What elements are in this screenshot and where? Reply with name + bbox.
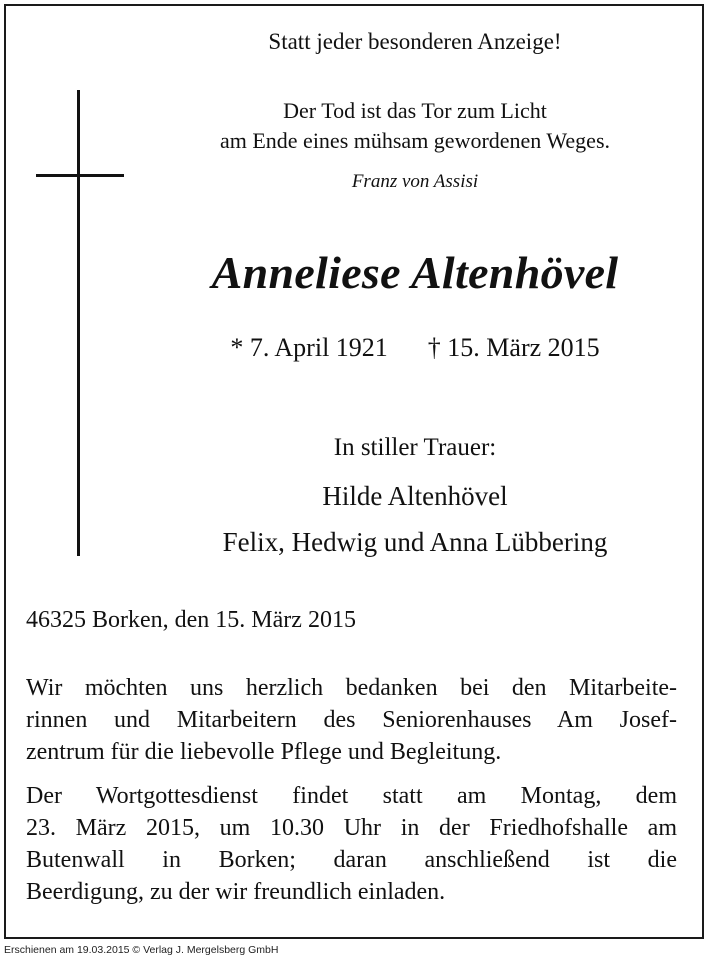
thanks-paragraph <box>26 672 677 768</box>
paragraph-line: Wir möchten uns herzlich bedanken bei den Mitarbeite- <box>26 675 677 701</box>
birth-date: * 7. April 1921 <box>230 333 388 362</box>
deceased-name: Anneliese Altenhövel <box>211 247 619 298</box>
mourner: Hilde Altenhövel <box>322 481 508 511</box>
place-date: 46325 Borken, den 15. März 2015 <box>26 607 356 633</box>
publication-footer: Erschienen am 19.03.2015 © Verlag J. Mergelsberg GmbH <box>4 944 279 956</box>
service-paragraph <box>26 780 677 908</box>
life-dates <box>120 333 708 363</box>
paragraph-line: Butenwall in Borken; daran anschließend ist die <box>26 847 677 873</box>
paragraph-line: rinnen und Mitarbeitern des Seniorenhauses Am Josef- <box>26 707 677 733</box>
mourner: Felix, Hedwig und Anna Lübbering <box>222 527 608 557</box>
quote-author: Franz von Assisi <box>351 171 479 192</box>
quote-line: am Ende eines mühsam gewordenen Weges. <box>219 128 611 153</box>
quote <box>120 96 708 156</box>
death-date: † 15. März 2015 <box>427 333 600 362</box>
mourning-title: In stiller Trauer: <box>333 434 497 461</box>
cross-icon <box>77 90 80 556</box>
paragraph-line: Beerdigung, zu der wir freundlich einladen. <box>26 879 446 905</box>
paragraph-line: Der Wortgottesdienst findet statt am Montag, dem <box>26 783 677 809</box>
paragraph-line: 23. März 2015, um 10.30 Uhr in der Friedhofshalle am <box>26 815 677 841</box>
headline: Statt jeder besonderen Anzeige! <box>268 29 562 54</box>
quote-line: Der Tod ist das Tor zum Licht <box>283 98 547 123</box>
cross-icon-crossbar <box>36 174 124 177</box>
paragraph-line: zentrum für die liebevolle Pflege und Begleitung. <box>26 739 502 765</box>
